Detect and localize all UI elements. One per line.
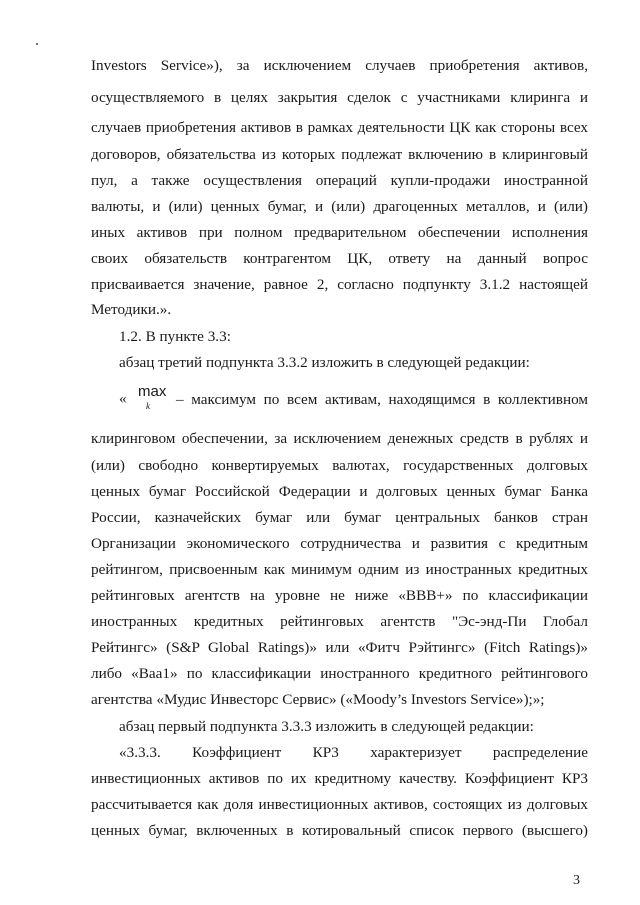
text-line: (или) свободно конвертируемых валютах, государственных долговых (91, 457, 588, 474)
scan-speck (36, 43, 38, 45)
text-line: либо «Baa1» по классификации иностранного кредитного рейтингового (91, 665, 588, 682)
text-line: осуществляемого в целях закрытия сделок с участниками клиринга и (91, 89, 588, 106)
text-line: Investors Service»), за исключением случаев приобретения активов, (91, 57, 588, 74)
text-line: Методики.». (91, 301, 172, 318)
text-line: агентства «Мудис Инвесторс Сервис» («Moody’s Investors Service»);»; (91, 691, 545, 708)
text-line: – максимум по всем активам, находящимся в коллективном (176, 391, 588, 408)
text-line: рейтинговых агентств на уровне не ниже «BBB+» по классификации (91, 587, 588, 604)
text-line: России, казначейских бумаг или бумаг центральных банков стран (91, 509, 588, 526)
text-line: своих обязательств контрагентом ЦК, ответу на данный вопрос (91, 250, 588, 267)
text-line: ценных бумаг, включенных в котировальный список первого (высшего) (91, 822, 588, 839)
text-line: рассчитывается как доля инвестиционных активов, состоящих из долговых (91, 796, 588, 813)
text-line: пул, а также осуществления операций купли-продажи иностранной (91, 172, 588, 189)
formula-max-operator: max (138, 383, 167, 400)
text-line: абзац третий подпункта 3.3.2 изложить в следующей редакции: (119, 354, 530, 371)
page-number: 3 (573, 873, 580, 888)
text-line: 1.2. В пункте 3.3: (119, 328, 231, 345)
text-line: договоров, обязательства из которых подлежат включению в клиринговый (91, 146, 588, 163)
text-line: рейтингом, присвоенным как минимум одним из иностранных кредитных (91, 561, 588, 578)
formula-open-quote: « (119, 390, 127, 407)
text-line: «3.3.3. Коэффициент КР3 характеризует распределение (119, 744, 588, 761)
text-line: ценных бумаг Российской Федерации и долговых ценных бумаг Банка (91, 483, 588, 500)
text-line: Рейтингс» (S&P Global Ratings)» или «Фитч Рэйтингс» (Fitch Ratings)» (91, 639, 588, 656)
text-line: валюты, и (или) ценных бумаг, и (или) драгоценных металлов, и (или) (91, 198, 588, 215)
formula-subscript: k (146, 401, 150, 411)
text-line: инвестиционных активов по их кредитному качеству. Коэффициент КР3 (91, 770, 588, 787)
text-line: иностранных кредитных рейтинговых агентств "Эс-энд-Пи Глобал (91, 613, 588, 630)
text-line: присваивается значение, равное 2, согласно подпункту 3.1.2 настоящей (91, 276, 588, 293)
text-line: случаев приобретения активов в рамках деятельности ЦК как стороны всех (91, 119, 588, 136)
text-line: Организации экономического сотрудничества и развития с кредитным (91, 535, 588, 552)
text-line: абзац первый подпункта 3.3.3 изложить в следующей редакции: (119, 718, 534, 735)
text-line: иных активов при полном предварительном обеспечении исполнения (91, 224, 588, 241)
text-line: клиринговом обеспечении, за исключением денежных средств в рублях и (91, 430, 588, 447)
